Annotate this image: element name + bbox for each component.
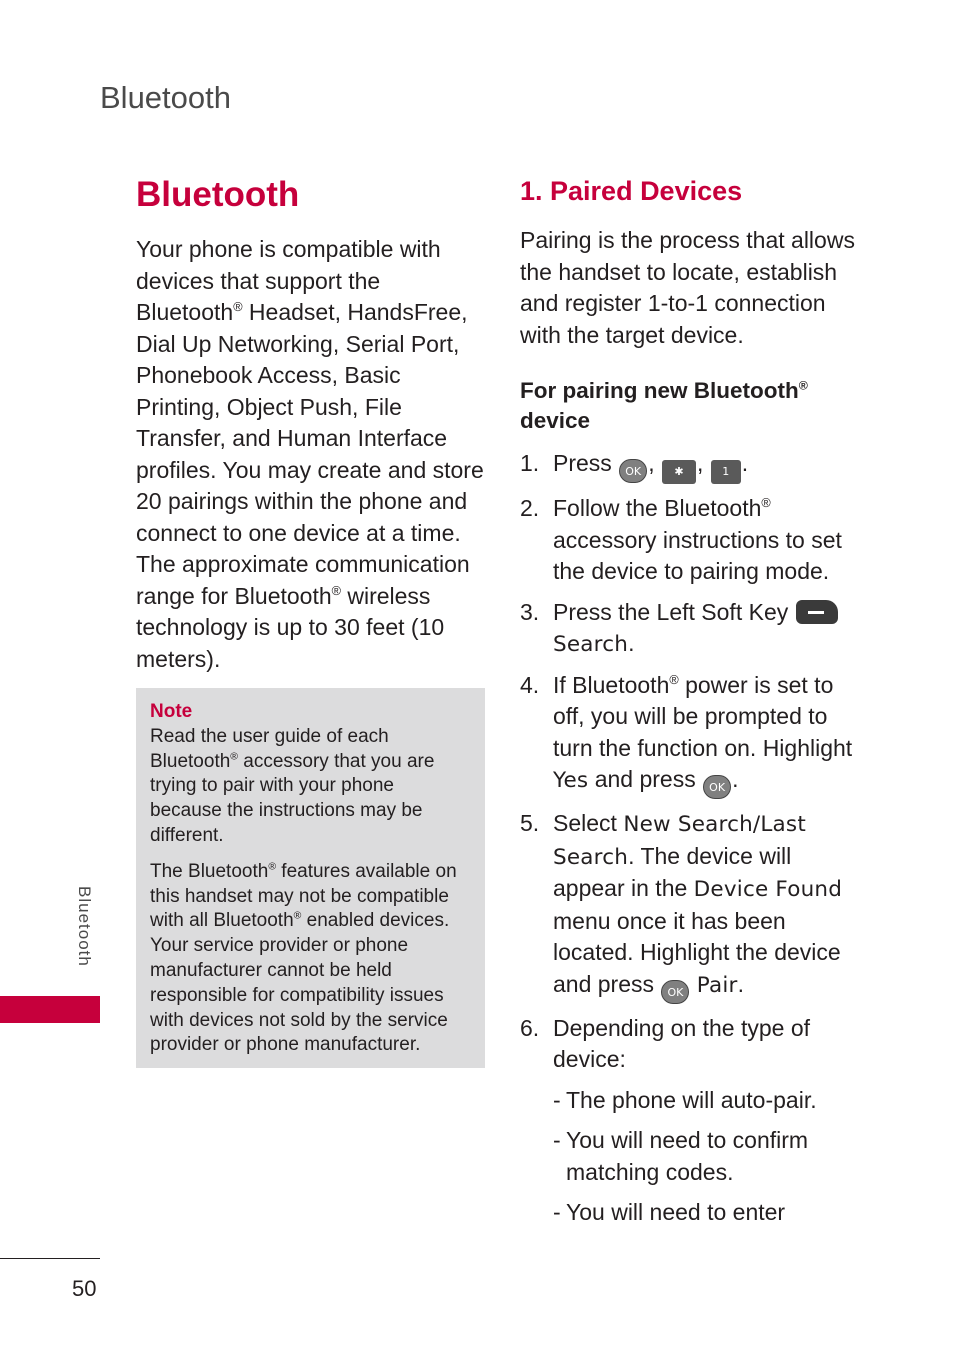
step-5: 5. Select New Search/Last Search. The device will appear in the Device Found menu once it has been located. Highlight the device and press OK Pair. bbox=[520, 808, 865, 1004]
ok-key-icon: OK bbox=[619, 459, 647, 483]
procedure-heading: For pairing new Bluetooth® device bbox=[520, 378, 808, 433]
star-shift-key-icon: ✱ bbox=[662, 460, 696, 484]
step-1: 1. Press OK , ✱ , 1 . bbox=[520, 448, 865, 484]
note-paragraph: Read the user guide of each Bluetooth® accessory that you are trying to pair with your phone because the instructions may be different. bbox=[150, 725, 435, 846]
section-title: Bluetooth bbox=[136, 175, 300, 214]
list-item: - You will need to enter bbox=[553, 1199, 786, 1225]
left-soft-key-icon bbox=[796, 600, 838, 624]
ok-key-icon: OK bbox=[703, 775, 731, 799]
pairing-description: Pairing is the process that allows the handset to locate, establish and register 1-to-1 connection with the target device. bbox=[520, 227, 855, 348]
steps-list bbox=[520, 448, 865, 1238]
note-label: Note bbox=[150, 701, 193, 722]
step-2: 2. Follow the Bluetooth® accessory instructions to set the device to pairing mode. bbox=[520, 495, 842, 584]
note-paragraph: The Bluetooth® features available on this handset may not be compatible with all Bluetooth® enabled devices. Your service provider or phone manufacturer cannot be held responsible for compatibility issues with devices not sold by the service provider or phone manufacturer. bbox=[150, 860, 457, 1056]
step-3: 3. Press the Left Soft Key Search. bbox=[520, 597, 865, 661]
one-key-icon: 1 bbox=[711, 460, 741, 484]
step-6: 6. Depending on the type of device: bbox=[520, 1014, 811, 1072]
page-number: 50 bbox=[72, 1276, 97, 1301]
running-header: Bluetooth bbox=[100, 80, 231, 115]
list-item: - You will need to confirm matching codes. bbox=[553, 1127, 809, 1185]
step-4: 4. If Bluetooth® power is set to off, you will be prompted to turn the function on. Highlight Yes and press OK . bbox=[520, 670, 865, 800]
step-6-options bbox=[520, 1085, 865, 1229]
side-tab-marker bbox=[0, 996, 100, 1023]
subsection-title: 1. Paired Devices bbox=[520, 176, 743, 206]
footer-divider bbox=[0, 1258, 100, 1259]
side-tab-label: Bluetooth bbox=[75, 886, 94, 967]
list-item: - The phone will auto-pair. bbox=[553, 1086, 817, 1113]
ok-key-icon: OK bbox=[661, 980, 689, 1004]
note-box bbox=[136, 688, 485, 1068]
intro-paragraph: Your phone is compatible with devices that support the Bluetooth® Headset, HandsFree, Dial Up Networking, Serial Port, Phonebook Access, Basic Printing, Object Push, File Transfer, and Human Interface profiles. You may create and store 20 pairings within the phone and connect to one device at a time. The approximate communication range for Bluetooth® wireless technology is up to 30 feet (10 meters). bbox=[136, 236, 484, 672]
